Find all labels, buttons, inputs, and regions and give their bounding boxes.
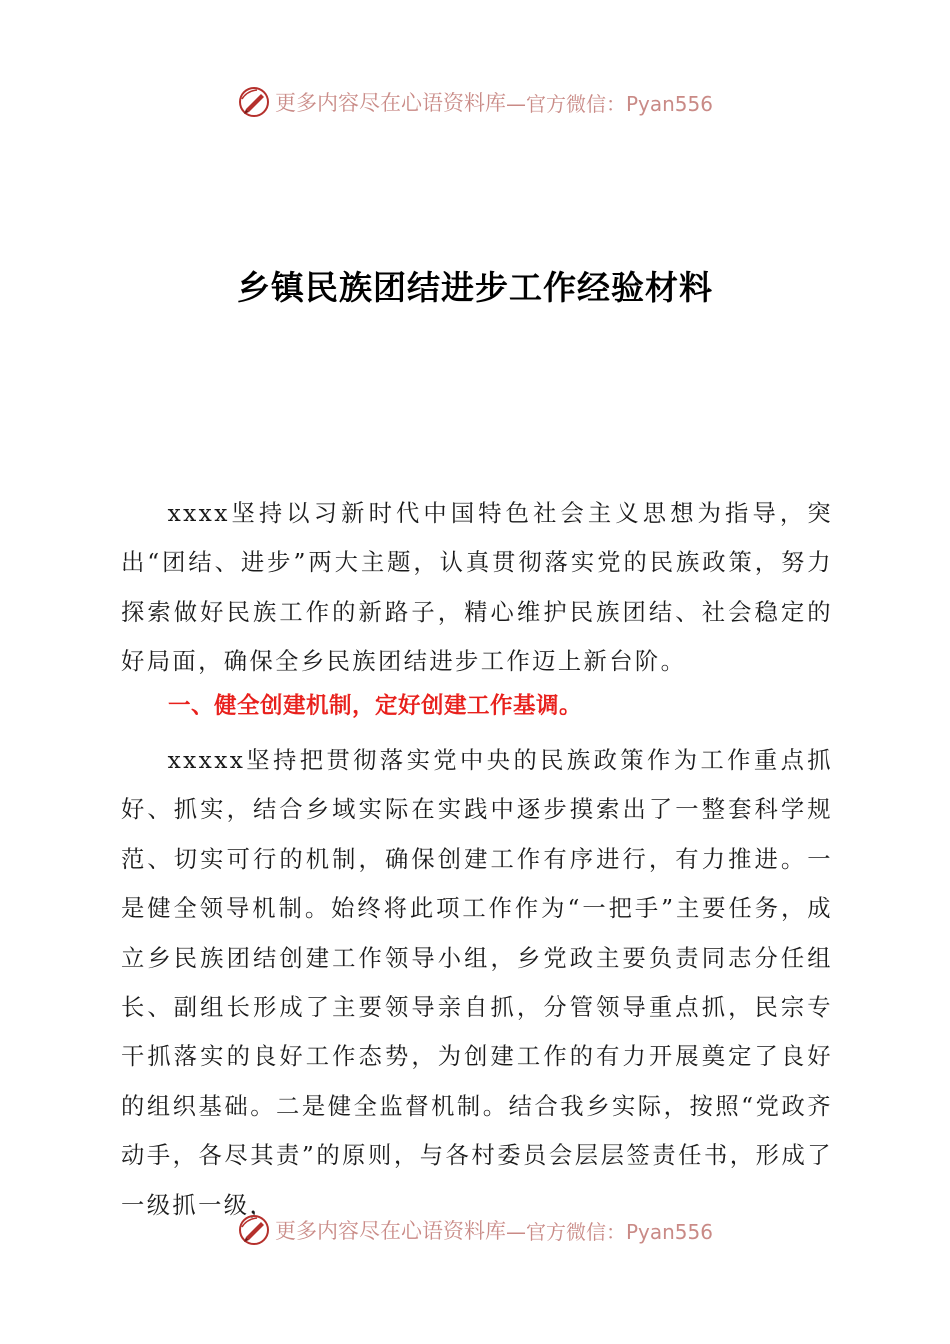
document-title: 乡镇民族团结进步工作经验材料 <box>237 268 713 307</box>
watermark-sub-text: —官方微信：Pyan556 <box>505 1219 713 1244</box>
intro-paragraph-block <box>121 489 833 687</box>
watermark-sub-text: —官方微信：Pyan556 <box>505 91 713 116</box>
intro-paragraph: xxxx坚持以习新时代中国特色社会主义思想为指导，突出“团结、进步”两大主题，认真贯彻落实党的民族政策，努力探索做好民族工作的新路子，精心维护民族团结、社会稳定的好局面，确保全乡民族团结进步工作迈上新台阶。 <box>121 500 833 676</box>
section1-paragraph: xxxxx坚持把贯彻落实党中央的民族政策作为工作重点抓好、抓实，结合乡域实际在实践中逐步摸索出了一整套科学规范、切实可行的机制，确保创建工作有序进行，有力推进。一是健全领导机制。始终将此项工作作为“一把手”主要任务，成立乡民族团结创建工作领导小组，乡党政主要负责同志分任组长、副组长形成了主要领导亲自抓，分管领导重点抓，民宗专干抓落实的良好工作态势，为创建工作的有力开展奠定了良好的组织基础。二是健全监督机制。结合我乡实际，按照“党政齐动手，各尽其责”的原则，与各村委员会层层签责任书，形成了一级抓一级， <box>121 747 833 1219</box>
section-heading-1: 一、健全创建机制，定好创建工作基调。 <box>168 693 583 719</box>
pen-logo-icon <box>237 1213 271 1247</box>
watermark-main-text: 更多内容尽在心语资料库 <box>274 1219 506 1243</box>
watermark-main-text: 更多内容尽在心语资料库 <box>274 91 506 115</box>
watermark-banner-top <box>0 80 950 124</box>
pen-logo-icon <box>237 85 271 119</box>
section1-paragraph-block <box>121 736 833 1230</box>
watermark-banner-bottom <box>0 1208 950 1252</box>
